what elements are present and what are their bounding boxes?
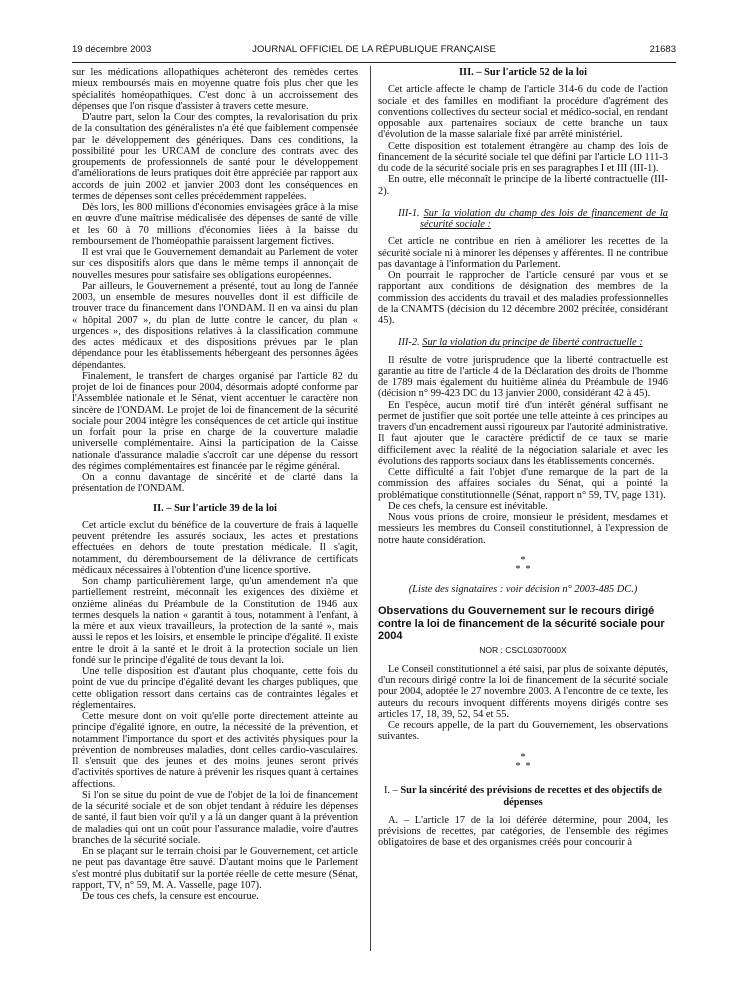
paragraph: Cet article affecte le champ de l'article 314-6 du code de l'action sociale et des familles en modifiant la procédure d'agrément des conventions collectives du secteur social et médico-social, en rendant opposable aux partenaires sociaux de cette branche un taux d'évolution de la masse salariale fixé par arrêté ministériel.	[378, 84, 668, 141]
paragraph: Cet article exclut du bénéfice de la couverture de frais à laquelle peuvent prétendre les assurés sociaux, les actes et prestations effectuées en dehors de toute prestation médicale. Il s'agit, notamment, du déremboursement de la délivrance de certificats médicaux nécessaires à l'obtention d'une licence sportive.	[72, 519, 358, 576]
header-date: 19 décembre 2003	[72, 44, 152, 55]
subsection-title: Sur la violation du champ des lois de financement de la sécurité sociale :	[420, 207, 668, 230]
subsection-title: Sur la violation du principe de liberté contractuelle :	[422, 337, 643, 349]
subsection-heading-iii-1	[398, 208, 668, 231]
paragraph: En outre, elle méconnaît le principe de la liberté contractuelle (III-2).	[378, 174, 668, 197]
subsection-heading-iii-2	[398, 337, 668, 348]
header-rule	[72, 62, 676, 63]
paragraph: Par ailleurs, le Gouvernement a présenté, tout au long de l'année 2003, un ensemble de mesures nouvelles dont il est difficile de trouver trace du financement dans l'ONDAM. Il en va ainsi du plan « hôpital 2007 », du plan de lutte contre le cancer, du plan « urgences », des dispositions relatives à la classification commune des actes médicaux et des dispositions prévues par le plan dépendance pour les établissements hébergeant des personnes âgées dépendantes.	[72, 280, 358, 371]
paragraph: En se plaçant sur le terrain choisi par le Gouvernement, cet article ne peut pas davantage être sauvé. D'autant moins que le Parlement s'est montré plus dubitatif sur la portée réelle de cette mesure (Sénat, rapport, TV, n° 59, M. A. Vasselle, page 107).	[72, 846, 358, 891]
paragraph: Cet article ne contribue en rien à améliorer les recettes de la sécurité sociale ni à minorer les dépenses y afférentes. Il ne contribue pas davantage à l'information du Parlement.	[378, 236, 668, 270]
section-heading-sincerity	[378, 785, 668, 809]
paragraph: Cette disposition est totalement étrangère au champ des lois de financement de la sécurité sociale tel que défini par l'article LO 111-3 du code de la sécurité sociale pris en ses paragraphes I et III (III-1).	[378, 140, 668, 174]
paragraph: Cette mesure dont on voit qu'elle porte directement atteinte au principe d'égalité ignore, en outre, la nécessité de la prévention, et notamment l'importance du sport et des activités physiques pour la prévention de nombreuses maladies, dont celles cardio-vasculaires. Il s'ensuit que des jeunes et des moins jeunes seront privés d'activités sportives de nature à prévenir les risques quant à certaines affections.	[72, 711, 358, 790]
observations-title: Observations du Gouvernement sur le recours dirigé contre la loi de financement de la sécurité sociale pour 2004	[378, 605, 665, 642]
paragraph: Nous vous prions de croire, monsieur le président, mesdames et messieurs les membres du Conseil constitutionnel, à l'expression de notre haute considération.	[378, 512, 668, 546]
section-title: Sur la sincérité des prévisions de recettes et des objectifs de dépenses	[400, 784, 663, 808]
nor-reference: NOR : CSCL0307000X	[479, 644, 567, 655]
subsection-number: III-1.	[398, 207, 420, 219]
asterism-separator: * * *	[515, 554, 531, 575]
paragraph: On pourrait le rapprocher de l'article censuré par vous et se rapportant aux conditions de désignation des membres de la commission des accidents du travail et des maladies professionnelles de la CNAMTS (décision du 12 décembre 2002 précitée, considérant 45).	[378, 270, 668, 326]
section-heading-article-39: II. – Sur l'article 39 de la loi	[153, 502, 277, 514]
paragraph: D'autre part, selon la Cour des comptes, la revalorisation du prix de la consultation des généralistes n'a été que faiblement compensée par le développement des génériques. Dans ces conditions, la possibilité pour les URCAM de conclure des contrats avec des groupements de professionnels de santé pour le développement d'améliorations de leurs pratiques doit être appréciée par rapport aux accords de juin 2002 et janvier 2003 dont les conséquences en termes de dépenses sont celles précédemment rappelées.	[72, 112, 358, 202]
paragraph: Il résulte de votre jurisprudence que la liberté contractuelle est garantie au titre de l'article 4 de la Déclaration des droits de l'homme de 1789 mais également du huitième alinéa du Préambule de 1946 (décision n° 99-423 DC du 13 janvier 2000, considérant 42 à 45).	[378, 354, 668, 400]
right-column	[378, 67, 668, 848]
paragraph: Il est vrai que le Gouvernement demandait au Parlement de voter sur ces dispositifs alors que dans le même temps il annonçait de nouvelles mesures pour satisfaire ses obligations européennes.	[72, 247, 358, 281]
paragraph: De ces chefs, la censure est inévitable.	[388, 500, 548, 512]
paragraph: Si l'on se situe du point de vue de l'objet de la loi de financement de la sécurité sociale et de son objet tendant à réduire les dépenses de santé, il faut bien voir qu'il y a là un danger quant à la prévention de maladies qui ont un coût pour l'assurance maladie, voire d'autres branches de la sécurité sociale.	[72, 789, 358, 846]
paragraph: Dès lors, les 800 millions d'économies envisagées grâce à la mise en œuvre d'une maîtrise médicalisée des dépenses de santé de ville et les 60 à 70 millions d'économies liées à la baisse du remboursement de l'homéopathie paraissent largement fictives.	[72, 202, 358, 247]
section-heading-article-52: III. – Sur l'article 52 de la loi	[459, 67, 587, 78]
subsection-number: III-2.	[398, 337, 420, 349]
paragraph: A. – L'article 17 de la loi déférée détermine, pour 2004, les prévisions de recettes, par catégories, de l'ensemble des régimes obligatoires de base et des organismes créés pour concourir à	[378, 814, 668, 848]
paragraph: En l'espèce, aucun motif tiré d'un intérêt général suffisant ne permet de justifier que soit portée une telle atteinte à ces principes au travers d'un encadrement aussi rigoureux par l'autorité administrative. Il faut ajouter que le caractère prédictif de ce taux se marie difficilement avec la réalité de la négociation salariale et avec les évolutions des rapports sociaux dans les établissements concernés.	[378, 399, 668, 467]
paragraph: Son champ particulièrement large, qu'un amendement n'a que partiellement restreint, méconnaît les exigences des dixième et onzième alinéas du Préambule de la Constitution de 1946 aux termes desquels la nation « garantit à tous, notamment à l'enfant, à la mère et aux vieux travailleurs, la protection de la santé », mais aussi le repos et les loisirs, et ensemble le principe d'égalité. Il existe entre le droit à la santé et le droit à la protection sociale un lien fondé sur le principe d'égalité de tous devant la loi.	[72, 576, 358, 666]
paragraph: Finalement, le transfert de charges organisé par l'article 82 du projet de loi de finances pour 2004, désormais adopté conforme par l'Assemblée nationale et le Sénat, vient accentuer le caractère non sincère de l'ONDAM. Le projet de loi de financement de la sécurité sociale pour 2004 intègre les conséquences de cet article qui institue un forfait pour la prise en charge de la couverture maladie universelle complémentaire. Ainsi la participation de la Caisse nationale d'assurance maladie s'accroît car une dépense du ressort des régimes complémentaires est financée par le régime général.	[72, 370, 358, 472]
paragraph: Le Conseil constitutionnel a été saisi, par plus de soixante députés, d'un recours dirigé contre la loi de financement de la sécurité sociale pour 2004, adoptée le 27 novembre 2003. A l'encontre de ce texte, les auteurs du recours invoquent différents moyens dirigés contre ses articles 17, 18, 39, 52, 54 et 55.	[378, 663, 668, 720]
left-column	[72, 67, 358, 902]
page-header	[72, 44, 676, 58]
signatories-note: (Liste des signataires : voir décision n° 2003-485 DC.)	[408, 583, 638, 595]
column-divider	[370, 66, 371, 951]
paragraph: De tous ces chefs, la censure est encourue.	[82, 891, 259, 902]
paragraph: Cette difficulté a fait l'objet d'une remarque de la part de la commission des affaires sociales du Sénat, qui a pointé la problématique constitutionnelle (Sénat, rapport n° 59, TV, page 131).	[378, 467, 668, 501]
header-page-number: 21683	[649, 44, 676, 55]
paragraph: Une telle disposition est d'autant plus choquante, cette fois du point de vue du principe d'égalité devant les charges publiques, que cette obligation ressort dans certains cas de contraintes légales et réglementaires.	[72, 666, 358, 711]
paragraph: sur les médications allopathiques achèteront des remèdes certes mieux remboursés mais en moyenne quatre fois plus cher que les spécialités homéopathiques. C'est donc à un accroissement des dépenses que l'on risque d'assister à travers cette mesure.	[72, 67, 358, 112]
asterism-separator: * * *	[515, 751, 531, 772]
section-number: I. –	[383, 784, 398, 796]
header-title: JOURNAL OFFICIEL DE LA RÉPUBLIQUE FRANÇAISE	[252, 44, 496, 55]
paragraph: On a connu davantage de sincérité et de clarté dans la présentation de l'ONDAM.	[72, 472, 358, 495]
paragraph: Ce recours appelle, de la part du Gouvernement, les observations suivantes.	[378, 720, 668, 743]
